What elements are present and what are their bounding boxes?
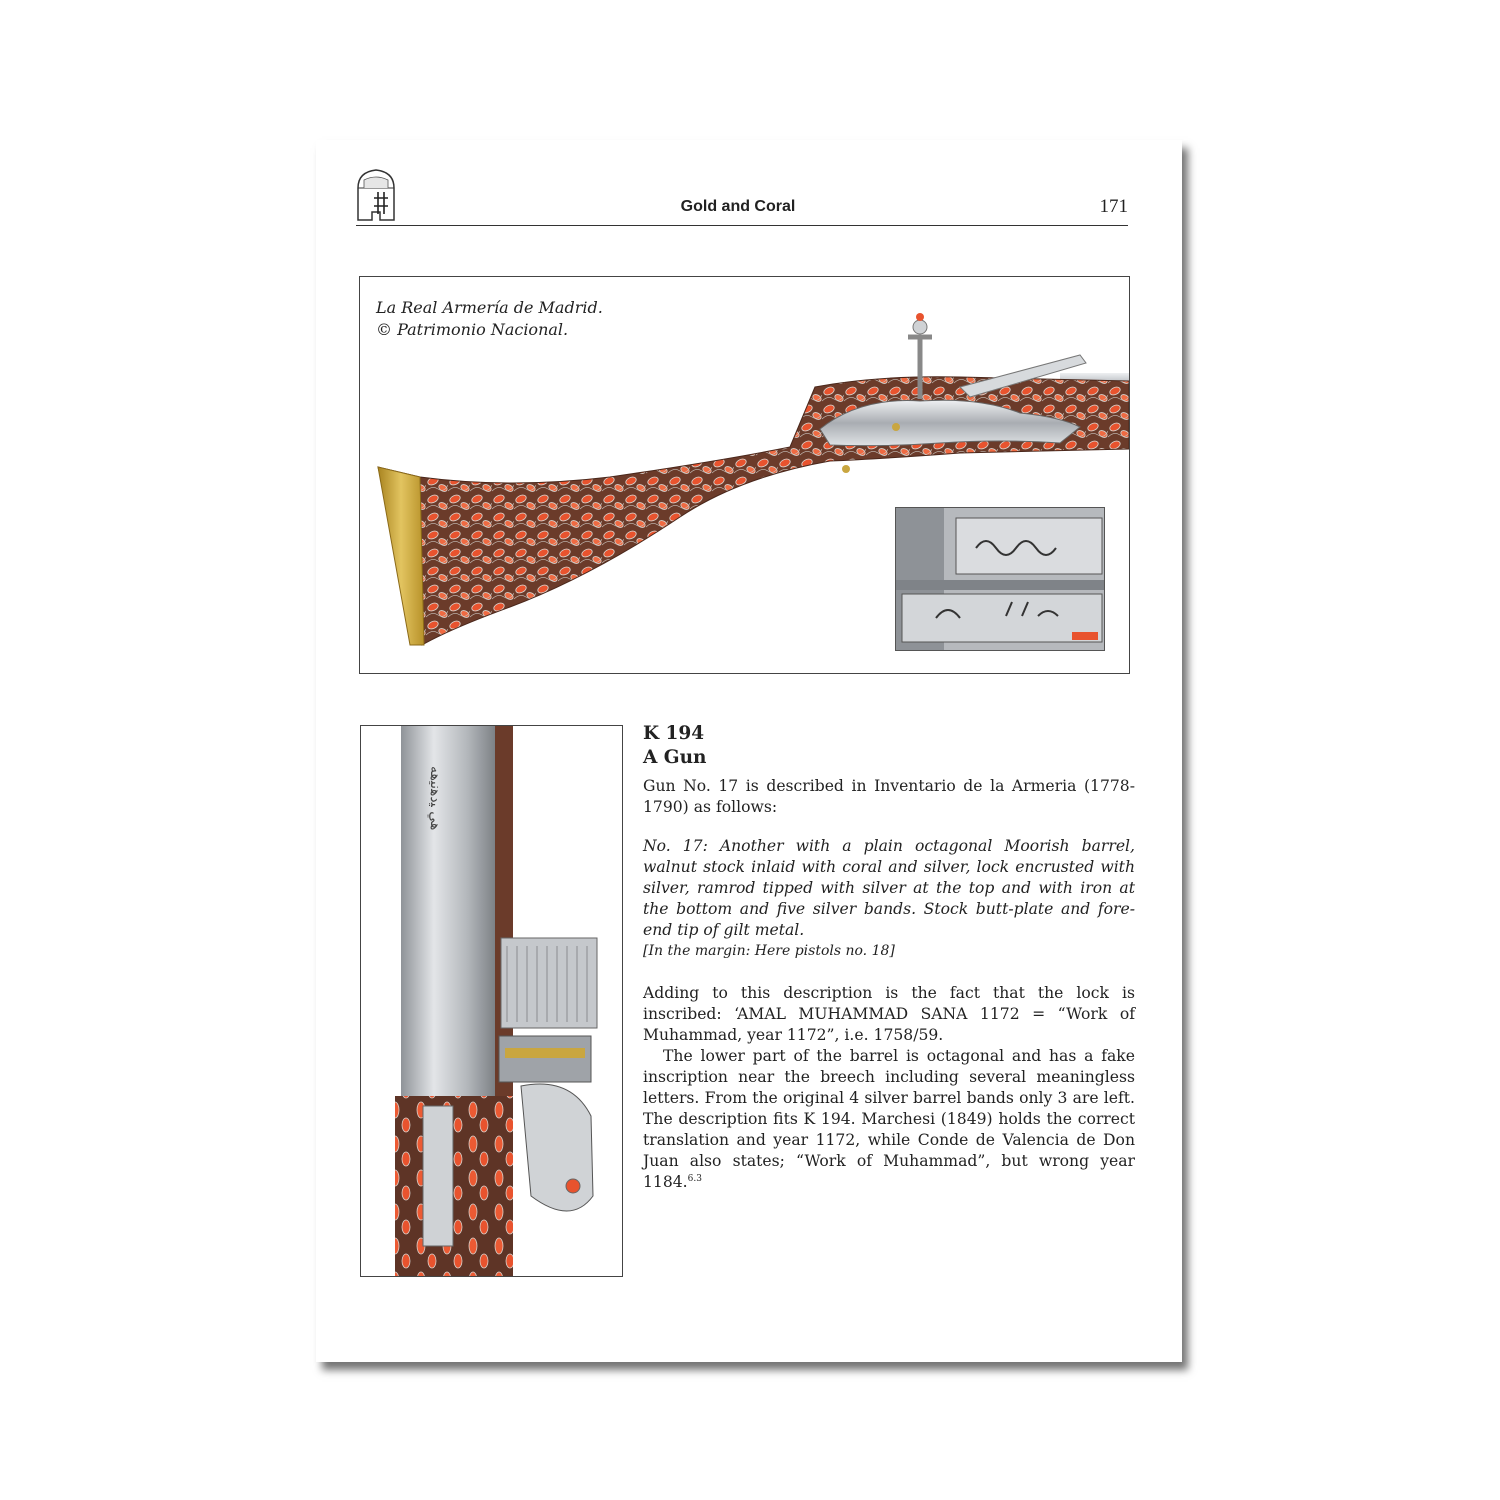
helmet-logo-icon <box>352 166 400 224</box>
lock-inscription-detail-photo <box>895 507 1105 651</box>
body-paragraph-2-text: The lower part of the barrel is octagonal and has a fake inscription near the breech including several meaningless letters. From the original 4 silver barrel bands only 3 are left. The description fits K 194. Marchesi (1849) holds the correct translation and year 1172, while Conde de Valencia de Don Juan also states; “Work of Muhammad”, but wrong year 1184. <box>643 1047 1135 1191</box>
footnote-ref: 6.3 <box>687 1173 702 1184</box>
inscription-detail-illustration <box>896 508 1104 650</box>
credit-line-2: © Patrimonio Nacional. <box>376 320 569 339</box>
page-number: 171 <box>1099 196 1128 217</box>
entry-id: K 194 <box>643 723 705 744</box>
gun-stock-photo <box>359 276 1130 674</box>
header-rule <box>356 225 1128 226</box>
barrel-top-view-illustration <box>361 726 622 1276</box>
entry-title: A Gun <box>643 747 707 768</box>
credit-line-1: La Real Armería de Madrid. <box>376 298 603 317</box>
running-title: Gold and Coral <box>680 198 796 215</box>
catalogue-entry <box>643 722 1135 1193</box>
photo-credit <box>376 297 603 341</box>
margin-note: [In the margin: Here pistols no. 18] <box>643 943 895 959</box>
svg-text:ﮬﻲ ﻴﺩﮬﻧﻴﮬﻪ: ﮬﻲ ﻴﺩﮬﻧﻴﮬﻪ <box>427 766 443 831</box>
barrel-lock-photo <box>360 725 623 1277</box>
book-page <box>316 140 1182 1362</box>
inventory-quote: No. 17: Another with a plain octagonal Moorish barrel, walnut stock inlaid with coral and silver, lock encrusted with silver, ramrod tipped with silver at the top and with iron at the bottom and five silver bands. Stock butt-plate and fore-end tip of gilt metal. <box>643 837 1135 939</box>
body-paragraph-2 <box>643 1046 1135 1193</box>
body-paragraph-1: Adding to this description is the fact that the lock is inscribed: ‘AMAL MUHAMMAD SANA 1172 = “Work of Muhammad, year 1172”, i.e. 1758/59. <box>643 984 1135 1044</box>
intro-paragraph: Gun No. 17 is described in Inventario de la Armeria (1778-1790) as follows: <box>643 777 1135 816</box>
